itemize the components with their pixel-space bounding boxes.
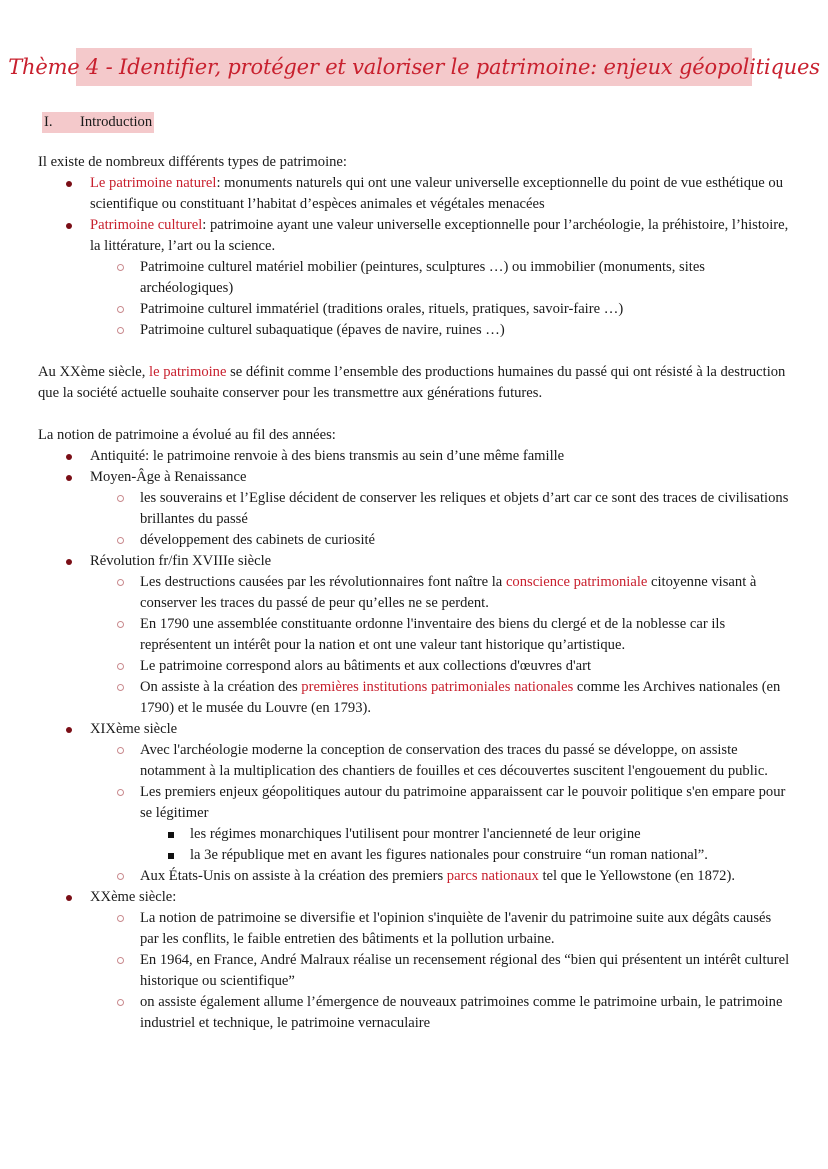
list-item (90, 320, 790, 341)
bullet-circle-icon (117, 621, 124, 628)
list-item (90, 740, 790, 782)
list-item (90, 950, 790, 992)
section-title: Introduction (80, 114, 153, 130)
list-item-text: Patrimoine culturel immatériel (traditions orales, rituels, pratiques, savoir-faire …) (140, 301, 624, 317)
term-conscience-patrimoniale: conscience patrimoniale (505, 574, 648, 590)
bullet-disc-icon (66, 223, 72, 229)
list-item (90, 866, 790, 887)
bullet-circle-icon (117, 327, 124, 334)
xix-label: XIXème siècle (90, 721, 178, 737)
list-item-text: Aux États-Unis on assiste à la création des premiers (140, 868, 447, 884)
cultural-heritage-text: : patrimoine ayant une valeur universelle exceptionnelle pour l’archéologie, la préhistoire, l’histoire, la littérature, l’art ou la science. (90, 217, 789, 254)
term-patrimoine: le patrimoine (149, 364, 227, 380)
list-item-text: les souverains et l’Eglise décident de conserver les reliques et objets d’art car ce sont des traces de civilisations brillantes du passé (140, 490, 789, 527)
list-item-text: les régimes monarchiques l'utilisent pour montrer l'ancienneté de leur origine (190, 826, 641, 842)
document-title: Thème 4 - Identifier, protéger et valoriser le patrimoine: enjeux géopolitiques (8, 54, 820, 79)
spacer (38, 404, 790, 425)
bullet-circle-icon (117, 306, 124, 313)
moyen-age-sublist (90, 488, 790, 551)
moyen-age-label: Moyen-Âge à Renaissance (90, 469, 247, 485)
definition-paragraph (38, 362, 790, 404)
definition-after: se définit comme l’ensemble des productions humaines du passé qui ont résisté à la destruction que la société actuelle souhaite conserver pour les transmettre aux générations futures. (38, 364, 786, 401)
list-item-text: Patrimoine culturel subaquatique (épaves de navire, ruines …) (140, 322, 505, 338)
list-item (90, 530, 790, 551)
bullet-circle-icon (117, 747, 124, 754)
bullet-circle-icon (117, 264, 124, 271)
list-item-text: on assiste également allume l’émergence de nouveaux patrimoines comme le patrimoine urbain, le patrimoine industriel et technique, le patrimoine vernaculaire (140, 994, 783, 1031)
list-item (90, 257, 790, 299)
list-item-text: Patrimoine culturel matériel mobilier (peintures, sculptures …) ou immobilier (monuments, sites archéologiques) (140, 259, 705, 296)
list-item (90, 299, 790, 320)
bullet-circle-icon (117, 495, 124, 502)
list-item-text: Avec l'archéologie moderne la conception de conservation des traces du passé se développe, on assiste notamment à la multiplication des chantiers de fouilles et ces découvertes suscitent l'engouement du public. (140, 742, 768, 779)
list-item-antiquite (38, 446, 790, 467)
list-item (90, 572, 790, 614)
spacer (38, 341, 790, 362)
list-item (140, 845, 790, 866)
bullet-disc-icon (66, 727, 72, 733)
list-item-text: comme les Archives nationales (en 1790) et le musée du Louvre (en 1793). (140, 679, 781, 716)
term-parcs-nationaux: parcs nationaux (446, 868, 539, 884)
bullet-circle-icon (117, 999, 124, 1006)
revolution-sublist (90, 572, 790, 719)
bullet-circle-icon (117, 789, 124, 796)
section-heading (42, 112, 154, 133)
list-item-moyen-age (38, 467, 790, 551)
bullet-circle-icon (117, 915, 124, 922)
document-body (38, 152, 790, 1034)
term-institutions-nationales: premières institutions patrimoniales nationales (301, 679, 574, 695)
evolution-intro: La notion de patrimoine a évolué au fil des années: (38, 427, 336, 443)
bullet-disc-icon (66, 475, 72, 481)
list-item (140, 824, 790, 845)
bullet-circle-icon (117, 537, 124, 544)
list-item-text: Le patrimoine correspond alors au bâtiments et aux collections d'œuvres d'art (140, 658, 592, 674)
list-item (90, 614, 790, 656)
bullet-disc-icon (66, 559, 72, 565)
revolution-label: Révolution fr/fin XVIIIe siècle (90, 553, 272, 569)
definition-before: Au XXème siècle, (38, 364, 150, 380)
list-item-text: On assiste à la création des (140, 679, 302, 695)
bullet-square-icon (168, 853, 174, 859)
section-number: I. (44, 114, 53, 130)
list-item-revolution (38, 551, 790, 719)
bullet-disc-icon (66, 181, 72, 187)
bullet-square-icon (168, 832, 174, 838)
xx-label: XXème siècle: (90, 889, 177, 905)
list-item-text: La notion de patrimoine se diversifie et l'opinion s'inquiète de l'avenir du patrimoine suite aux dégâts causés par les conflits, le faible entretien des bâtiments et la pollution urbaine. (140, 910, 772, 947)
bullet-circle-icon (117, 957, 124, 964)
list-item-text: Les premiers enjeux géopolitiques autour du patrimoine apparaissent car le pouvoir politique s'en empare pour se légitimer (140, 784, 786, 821)
list-item-text: En 1964, en France, André Malraux réalise un recensement régional des “bien qui présentent un intérêt culturel historique ou scientifique” (140, 952, 790, 989)
list-item-text: la 3e république met en avant les figures nationales pour construire “un roman national”. (190, 847, 708, 863)
bullet-circle-icon (117, 873, 124, 880)
list-item-xix (38, 719, 790, 887)
list-item-natural-heritage (38, 173, 790, 215)
types-list (38, 173, 790, 341)
xix-sublist (90, 740, 790, 887)
bullet-circle-icon (117, 663, 124, 670)
list-item (90, 908, 790, 950)
term-natural-heritage: Le patrimoine naturel (90, 175, 217, 191)
natural-heritage-text: : monuments naturels qui ont une valeur universelle exceptionnelle du point de vue esthétique ou scientifique ou constituant l’habitat d’espèces animales et végétales menacées (90, 175, 784, 212)
term-cultural-heritage: Patrimoine culturel (90, 217, 203, 233)
list-item (90, 677, 790, 719)
bullet-circle-icon (117, 579, 124, 586)
title-banner (8, 48, 820, 86)
list-item (90, 656, 790, 677)
bullet-circle-icon (117, 684, 124, 691)
list-item-text: En 1790 une assemblée constituante ordonne l'inventaire des biens du clergé et de la noblesse car ils représentent un intérêt pour la nation et ont une valeur tant historique qu’artistique. (140, 616, 726, 653)
cultural-heritage-sublist (90, 257, 790, 341)
bullet-disc-icon (66, 454, 72, 460)
list-item-cultural-heritage (38, 215, 790, 341)
list-item (90, 992, 790, 1034)
list-item (90, 488, 790, 530)
list-item-text: développement des cabinets de curiosité (140, 532, 376, 548)
list-item-text: tel que le Yellowstone (en 1872). (538, 868, 735, 884)
list-item-text: Les destructions causées par les révolutionnaires font naître la (140, 574, 506, 590)
types-intro: Il existe de nombreux différents types de patrimoine: (38, 154, 347, 170)
antiquite-text: Antiquité: le patrimoine renvoie à des biens transmis au sein d’une même famille (90, 448, 565, 464)
list-item (90, 782, 790, 866)
bullet-disc-icon (66, 895, 72, 901)
evolution-list (38, 446, 790, 1034)
xx-sublist (90, 908, 790, 1034)
list-item-text: citoyenne visant à conserver les traces du passé de peur qu’elles ne se perdent. (140, 574, 757, 611)
xix-legitimation-sublist (140, 824, 790, 866)
list-item-xx (38, 887, 790, 1034)
